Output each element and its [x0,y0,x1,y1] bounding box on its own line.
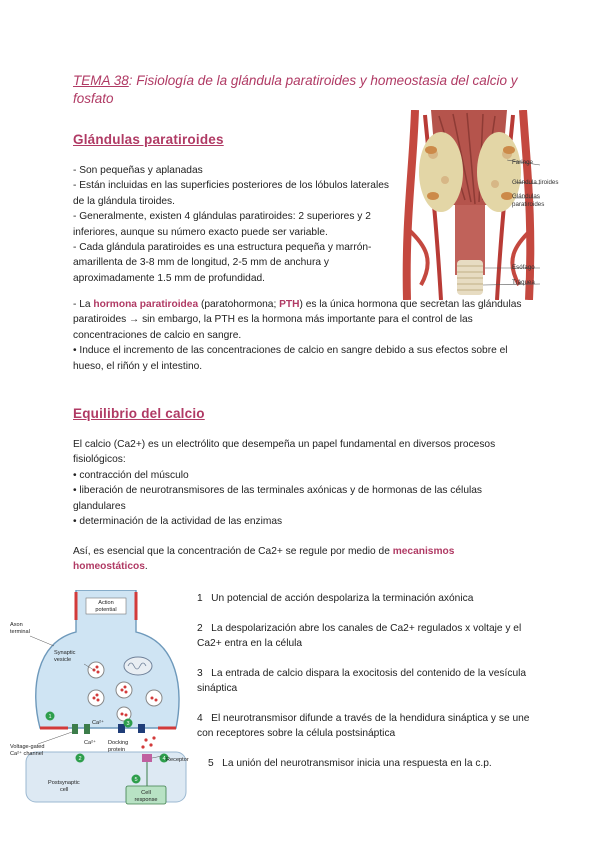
step-1 [197,591,537,606]
section-heading-parathyroid: Glándulas paratiroides [73,132,224,147]
text-line: - Cada glándula paratiroides es una estructura pequeña y marrón-amarillenta de 3-8 mm de longitud, 2-5 mm de anchura y aproximadamente 1.5 mm de profundidad. [73,242,372,284]
closing-post: . [144,561,148,573]
pth-hormone-highlight: hormona paratiroidea [93,299,199,310]
step-text: Un potencial de acción despolariza la terminación axónica [211,593,474,604]
bullet-item: • determinación de la actividad de las enzimas [73,516,283,528]
section-heading-calcium: Equilibrio del calcio [73,406,205,421]
closing-pre: Así, es esencial que la concentración de Ca2+ se regule por medio de [73,546,393,557]
label-pharynx: Faringe [512,159,533,166]
step-text: La despolarización abre los canales de Ca2+ regulados x voltaje y el Ca2+ entra en la célula [197,623,522,650]
calcium-closing [73,544,473,575]
label-protein: protein [108,747,126,753]
calcium-intro: El calcio (Ca2+) es un electrólito que desempeña un papel fundamental en diversos procesos fisiológicos: [73,439,496,466]
action-potential-label-1: Action [98,600,114,606]
label-trachea: Tráquea [512,279,535,286]
pth-abbr-highlight: PTH [279,299,300,310]
step-number: 4 [197,713,203,724]
text-line: - Son pequeñas y aplanadas [73,165,203,176]
label-thyroid: Glándula tiroides [512,179,559,186]
step-number: 1 [197,593,203,604]
calcium-channel [72,724,78,734]
pth-post: ) es la única hormona que secretan las glándulas paratiroides → sin embargo, la PTH es la hormona más importante para el control de las concentraciones de calcio en sangre. [73,299,522,341]
step-3 [197,666,527,697]
action-potential-label-2: potential [95,607,117,613]
svg-text:1: 1 [48,714,52,720]
pth-pre: - La [73,299,94,310]
label-cell: cell [60,787,69,793]
label-cell-word: Cell [141,790,151,796]
thyroid-lobe-left [419,132,463,212]
receptor [142,754,152,762]
pth-mid: (paratohormona; [198,299,280,310]
text-line: - Están incluidas en las superficies posteriores de los lóbulos laterales de la glándula tiroides. [73,180,389,207]
docking-protein [118,724,125,733]
step-number: 5 [208,758,214,769]
label-synaptic: Synaptic [54,650,76,656]
label-ca-channel: Ca²⁺ channel [10,751,44,757]
label-esophagus: Esófago [512,264,535,271]
parathyroid-gland [503,146,515,154]
calcium-description [73,437,533,529]
docking-protein [138,724,145,733]
label-ca-out: Ca²⁺ [84,740,96,746]
label-parathyroids: Glándulas paratiroides [512,193,545,208]
pth-paragraph [73,297,528,374]
step-text: El neurotransmisor difunde a través de la hendidura sináptica y se une con receptores sobre la célula postsináptica [197,713,530,740]
svg-text:2: 2 [78,756,82,762]
label-voltage-gated: Voltage-gated [10,744,45,750]
label-vesicle: vesicle [54,657,72,663]
parathyroid-gland [427,192,439,200]
label-receptor: Receptor [166,757,189,763]
step-5 [208,756,538,771]
svg-text:5: 5 [134,777,138,783]
svg-text:4: 4 [162,756,166,762]
parathyroid-gland [425,146,437,154]
label-axon: Axon [10,622,23,628]
calcium-channel [84,724,90,734]
label-terminal: terminal [10,629,30,635]
bullet-item: • contracción del músculo [73,469,189,481]
label-postsynaptic: Postsynaptic [48,780,80,786]
step-text: La entrada de calcio dispara la exocitosis del contenido de la vesícula sináptica [197,668,527,695]
title-topic: TEMA 38 [73,73,129,88]
bullet-item: • liberación de neurotransmisores de las terminales axónicas y de hormonas de las células glandulares [73,485,483,512]
step-number: 3 [197,668,203,679]
step-2 [197,621,522,652]
pth-effect: • Induce el incremento de las concentraciones de calcio en sangre debido a sus efectos sobre el hueso, el riñón y el intestino. [73,345,508,372]
text-line: - Generalmente, existen 4 glándulas paratiroides: 2 superiores y 2 inferiores, aunque su número exacto puede ser variable. [73,211,371,238]
label-ca-in: Ca²⁺ [92,720,104,726]
parathyroid-description [73,163,393,286]
synapse-diagram [8,590,190,808]
artery-left [407,110,415,300]
pth-statement [73,297,528,343]
step-text: La unión del neurotransmisor inicia una respuesta en la c.p. [222,758,492,769]
page-title [73,72,543,108]
label-response: response [134,797,158,803]
title-text: : Fisiología de la glándula paratiroides y homeostasia del calcio y fosfato [73,73,518,106]
homeostatic-highlight: mecanismos homeostáticos [73,546,455,573]
step-number: 2 [197,623,203,634]
step-4 [197,711,537,742]
label-docking: Docking [108,740,129,746]
svg-text:3: 3 [126,721,130,727]
